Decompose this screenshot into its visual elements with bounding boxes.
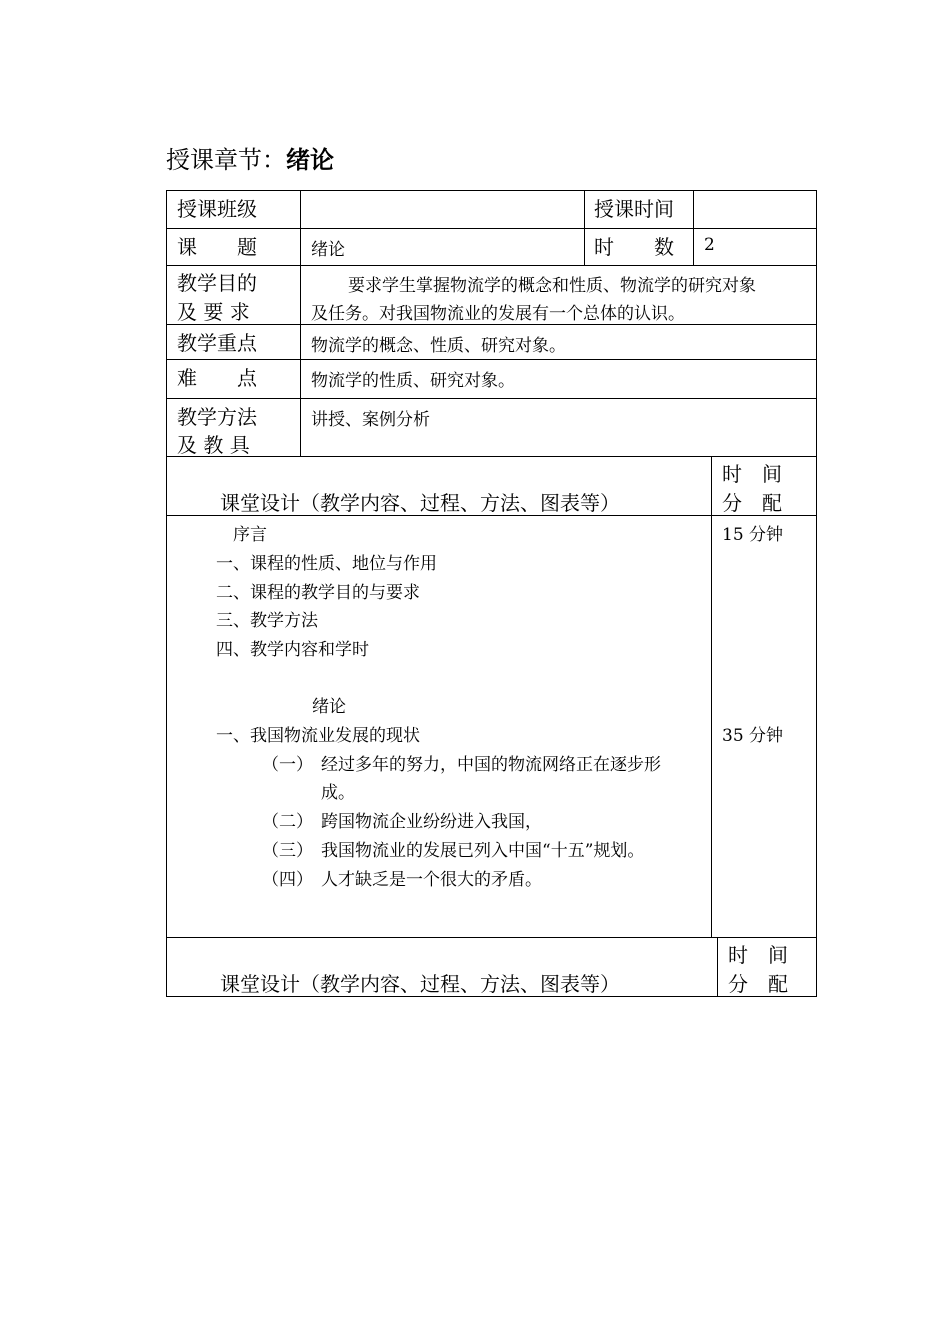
hours-value: 2: [704, 235, 715, 255]
sub-item-text: 成。: [321, 783, 355, 803]
preface-item: 四、教学内容和学时: [216, 640, 369, 660]
method-value: 讲授、案例分析: [311, 410, 430, 430]
intro-title: 绪论: [312, 697, 346, 717]
difficulty-value: 物流学的性质、研究对象。: [311, 371, 515, 391]
class-label: 授课班级: [177, 197, 257, 221]
chapter-heading: [166, 140, 334, 175]
time-label: 授课时间: [594, 197, 674, 221]
chapter-label: 授课章节：: [166, 146, 286, 174]
time-allocation-1: 15 分钟: [722, 525, 784, 545]
time-allocation-2: 35 分钟: [722, 726, 784, 746]
goal-text-line-1: 要求学生掌握物流学的概念和性质、物流学的研究对象: [348, 276, 756, 296]
design-header-time-2: 分 配: [722, 491, 782, 515]
design-header-time-1: 时 间: [722, 462, 782, 486]
design-header-title: 课堂设计（教学内容、过程、方法、图表等）: [220, 491, 620, 515]
goal-label-2: 及 要 求: [177, 300, 250, 324]
hours-label: 时 数: [594, 235, 674, 259]
goal-label-1: 教学目的: [177, 271, 257, 295]
topic-value: 绪论: [311, 240, 345, 260]
sub-item-text: 经过多年的努力，中国的物流网络正在逐步形: [321, 755, 661, 775]
design-footer-time-1: 时 间: [728, 943, 788, 967]
preface-item: 三、教学方法: [216, 611, 318, 631]
preface-title: 序言: [233, 525, 267, 545]
preface-item: 二、课程的教学目的与要求: [216, 583, 420, 603]
goal-text-line-2: 及任务。对我国物流业的发展有一个总体的认识。: [311, 304, 685, 324]
sub-item-number: （三）: [262, 841, 313, 861]
preface-item: 一、课程的性质、地位与作用: [216, 554, 437, 574]
method-label-2: 及 教 具: [177, 433, 250, 457]
design-footer-title: 课堂设计（教学内容、过程、方法、图表等）: [220, 972, 620, 996]
sub-item-text: 人才缺乏是一个很大的矛盾。: [321, 870, 542, 890]
method-label-1: 教学方法: [177, 405, 257, 429]
sub-item-text: 我国物流业的发展已列入中国“十五”规划。: [321, 841, 645, 861]
difficulty-label: 难 点: [177, 366, 257, 390]
focus-label: 教学重点: [177, 331, 257, 355]
sub-item-number: （一）: [262, 755, 313, 775]
focus-value: 物流学的概念、性质、研究对象。: [311, 336, 566, 356]
design-footer-time-2: 分 配: [728, 972, 788, 996]
section-heading: 一、我国物流业发展的现状: [216, 726, 420, 746]
sub-item-number: （二）: [262, 812, 313, 832]
chapter-title: 绪论: [286, 146, 334, 174]
sub-item-number: （四）: [262, 870, 313, 890]
topic-label: 课 题: [177, 235, 257, 259]
sub-item-text: 跨国物流企业纷纷进入我国，: [321, 812, 542, 832]
